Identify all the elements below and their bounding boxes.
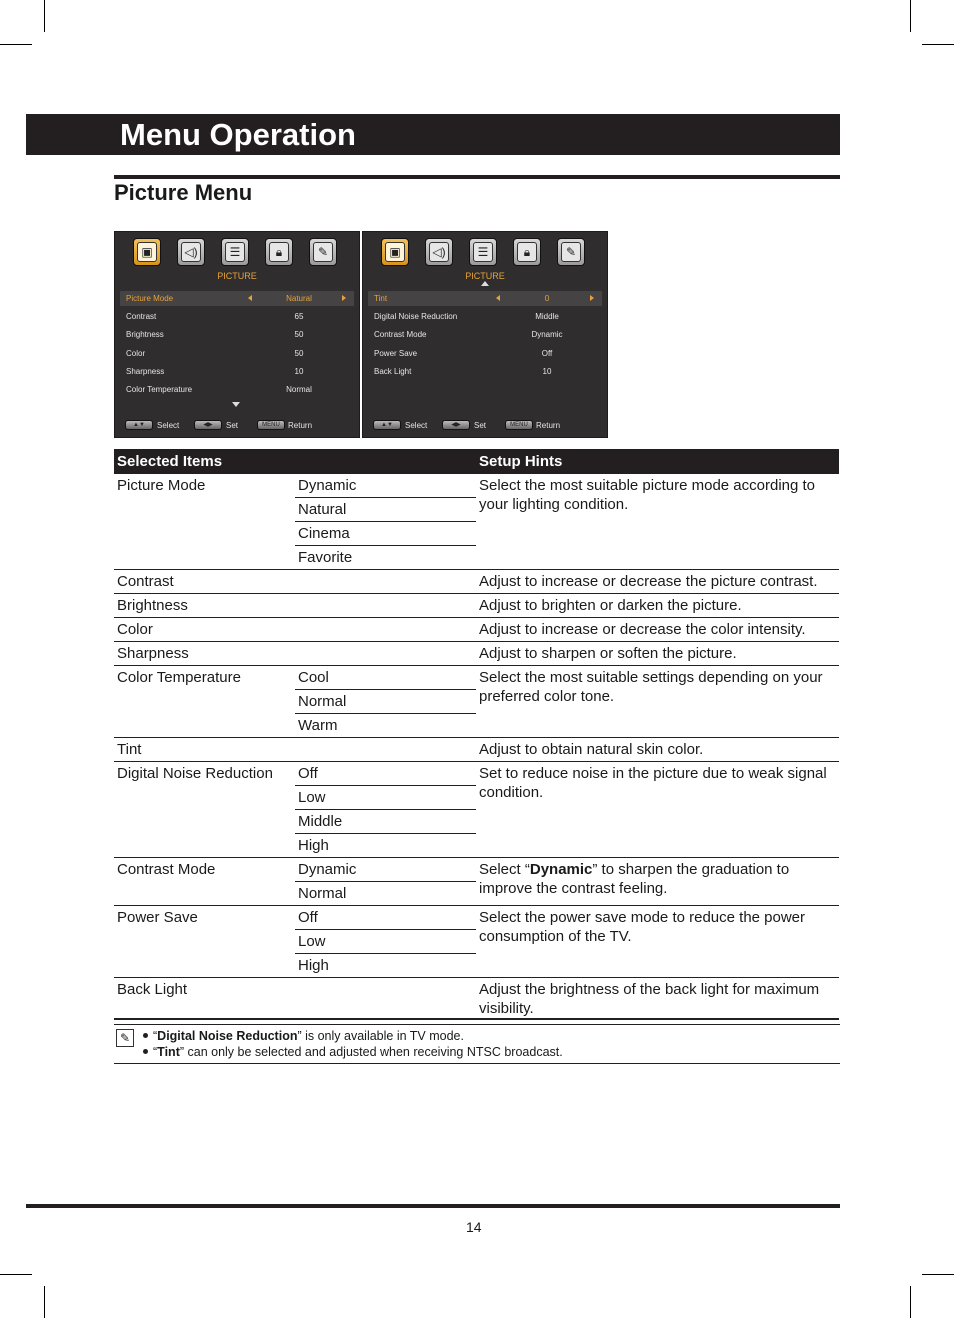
option: Low: [295, 930, 476, 954]
option: Off: [295, 906, 476, 930]
hint-text-bold: Dynamic: [529, 861, 593, 878]
osd-row-value: 10: [542, 367, 552, 376]
audio-icon: ◁): [177, 238, 205, 266]
hint-text: Select the most suitable settings depending on your preferred color tone.: [476, 666, 839, 738]
item-name: Back Light: [114, 978, 476, 1020]
option: Cinema: [295, 522, 476, 546]
table-row: [114, 642, 839, 666]
osd-menu-title: PICTURE: [217, 271, 257, 281]
page-number: 14: [466, 1219, 482, 1235]
scroll-down-icon: [232, 402, 240, 407]
up-down-key-icon: ▲▼: [125, 420, 153, 430]
settings-table: [114, 449, 839, 1020]
note-line: [143, 1045, 563, 1059]
osd-icon-bar: [131, 238, 345, 268]
footer-select-label: Select: [157, 421, 180, 430]
osd-row-value: Dynamic: [531, 330, 563, 339]
table-row: [114, 906, 839, 930]
hint-text: Adjust the brightness of the back light for maximum visibility.: [476, 978, 839, 1020]
footer-rule: [26, 1204, 840, 1208]
osd-row-value: 50: [294, 330, 304, 339]
left-arrow-icon: [496, 295, 500, 301]
osd-icon-bar: [379, 238, 593, 268]
osd-row-label: Color: [126, 349, 146, 358]
hint-text: Adjust to brighten or darken the picture.: [476, 594, 839, 618]
item-name: Sharpness: [114, 642, 476, 666]
crop-mark: [922, 44, 954, 45]
table-row: [114, 474, 839, 498]
osd-row-color: [120, 346, 354, 361]
picture-icon: ▣: [381, 238, 409, 266]
table-row: [114, 762, 839, 786]
option: High: [295, 834, 476, 858]
hint-text: Adjust to sharpen or soften the picture.: [476, 642, 839, 666]
item-name: Contrast Mode: [114, 858, 295, 906]
hint-text: Select the power save mode to reduce the power consumption of the TV.: [476, 906, 839, 978]
crop-mark: [0, 44, 32, 45]
table-row: [114, 666, 839, 690]
crop-mark: [910, 1286, 911, 1318]
hint-text: Adjust to increase or decrease the picture contrast.: [476, 570, 839, 594]
osd-row-label: Brightness: [126, 330, 164, 339]
hint-text: [476, 858, 839, 906]
note-text: ” can only be selected and adjusted when receiving NTSC broadcast.: [179, 1045, 563, 1059]
option: Middle: [295, 810, 476, 834]
footer-return-label: Return: [288, 421, 313, 430]
scroll-up-icon: [481, 281, 489, 286]
item-name: Tint: [114, 738, 476, 762]
crop-mark: [922, 1274, 954, 1275]
hint-text: Select the most suitable picture mode according to your lighting condition.: [476, 474, 839, 570]
footer-set-label: Set: [226, 421, 239, 430]
menu-key-icon: MENU: [505, 420, 533, 430]
table-header-row: [114, 449, 839, 474]
osd-row-value: 50: [294, 349, 304, 358]
footer-select-label: Select: [405, 421, 428, 430]
osd-row-value: 10: [294, 367, 304, 376]
menu-key-icon: MENU: [257, 420, 285, 430]
item-name: Digital Noise Reduction: [114, 762, 295, 858]
osd-row-value: Normal: [286, 385, 312, 394]
option: Off: [295, 762, 476, 786]
setup-icon: ☰: [469, 238, 497, 266]
item-name: Color Temperature: [114, 666, 295, 738]
setup-icon: ☰: [221, 238, 249, 266]
tools-icon: ✎: [309, 238, 337, 266]
osd-row-back-light: [368, 364, 602, 379]
lock-icon: 🔒︎: [265, 238, 293, 266]
note-text-bold: Digital Noise Reduction: [157, 1029, 298, 1043]
hint-text-part: Select “: [479, 861, 530, 878]
option: Normal: [295, 882, 476, 906]
osd-menu-title: PICTURE: [465, 271, 505, 281]
table-row: [114, 978, 839, 1020]
picture-icon: ▣: [133, 238, 161, 266]
osd-row-contrast: [120, 309, 354, 324]
table-row: [114, 570, 839, 594]
left-right-key-icon: ◀▶: [442, 420, 470, 430]
osd-footer: [115, 420, 359, 432]
lock-icon: 🔒︎: [513, 238, 541, 266]
option: Normal: [295, 690, 476, 714]
note-pencil-icon: ✎: [116, 1029, 134, 1047]
chapter-banner: [26, 114, 840, 155]
item-name: Color: [114, 618, 476, 642]
osd-row-label: Contrast Mode: [374, 330, 427, 339]
crop-mark: [0, 1274, 32, 1275]
note-text-bold: Tint: [157, 1045, 180, 1059]
osd-row-label: Color Temperature: [126, 385, 193, 394]
osd-row-label: Power Save: [374, 349, 418, 358]
bullet-icon: [143, 1049, 148, 1054]
col-header-hints: Setup Hints: [476, 449, 839, 474]
osd-row-value: Off: [541, 349, 553, 358]
note-text: “: [153, 1029, 158, 1043]
osd-screen-picture-page2: [362, 231, 608, 438]
option: Natural: [295, 498, 476, 522]
osd-row-value: 0: [544, 294, 550, 303]
right-arrow-icon: [342, 295, 346, 301]
col-header-items: Selected Items: [114, 449, 476, 474]
footer-set-label: Set: [474, 421, 487, 430]
osd-row-label: Picture Mode: [126, 294, 174, 303]
note-text: “: [153, 1045, 158, 1059]
osd-row-label: Digital Noise Reduction: [374, 312, 458, 321]
item-name: Power Save: [114, 906, 295, 978]
osd-row-label: Contrast: [126, 312, 157, 321]
osd-screen-picture-page1: [114, 231, 360, 438]
osd-row-value: Middle: [535, 312, 559, 321]
left-right-key-icon: ◀▶: [194, 420, 222, 430]
up-down-key-icon: ▲▼: [373, 420, 401, 430]
table-row: [114, 858, 839, 882]
audio-icon: ◁): [425, 238, 453, 266]
osd-row-picture-mode: [120, 291, 354, 306]
crop-mark: [910, 0, 911, 32]
osd-row-label: Sharpness: [126, 367, 165, 376]
osd-row-value: Natural: [286, 294, 312, 303]
osd-row-power-save: [368, 346, 602, 361]
option: Cool: [295, 666, 476, 690]
tools-icon: ✎: [557, 238, 585, 266]
note-text: ” is only available in TV mode.: [297, 1029, 464, 1043]
option: Favorite: [295, 546, 476, 570]
option: Warm: [295, 714, 476, 738]
option: High: [295, 954, 476, 978]
crop-mark: [44, 1286, 45, 1318]
option: Dynamic: [295, 474, 476, 498]
section-rule: [114, 175, 840, 179]
table-row: [114, 594, 839, 618]
section-title: Picture Menu: [114, 180, 253, 205]
note-box: [114, 1024, 840, 1064]
osd-row-color-temperature: [120, 382, 354, 397]
hint-text: Adjust to obtain natural skin color.: [476, 738, 839, 762]
osd-row-contrast-mode: [368, 327, 602, 342]
osd-footer: [363, 420, 607, 432]
table-row: [114, 738, 839, 762]
item-name: Picture Mode: [114, 474, 295, 570]
crop-mark: [44, 0, 45, 32]
hint-text: Set to reduce noise in the picture due to weak signal condition.: [476, 762, 839, 858]
option: Dynamic: [295, 858, 476, 882]
osd-row-value: 65: [294, 312, 304, 321]
bullet-icon: [143, 1033, 148, 1038]
osd-row-sharpness: [120, 364, 354, 379]
item-name: Brightness: [114, 594, 476, 618]
osd-row-digital-noise-reduction: [368, 309, 602, 324]
osd-row-brightness: [120, 327, 354, 342]
option: Low: [295, 786, 476, 810]
chapter-title: Menu Operation: [120, 117, 356, 152]
right-arrow-icon: [590, 295, 594, 301]
table-row: [114, 618, 839, 642]
footer-return-label: Return: [536, 421, 561, 430]
note-line: [143, 1029, 464, 1043]
hint-text: Adjust to increase or decrease the color intensity.: [476, 618, 839, 642]
osd-row-label: Back Light: [374, 367, 412, 376]
left-arrow-icon: [248, 295, 252, 301]
osd-row-tint: [368, 291, 602, 306]
item-name: Contrast: [114, 570, 476, 594]
hint-text-part: ” to sharpen the graduation to improve the contrast feeling.: [479, 861, 790, 897]
osd-row-label: Tint: [374, 294, 388, 303]
